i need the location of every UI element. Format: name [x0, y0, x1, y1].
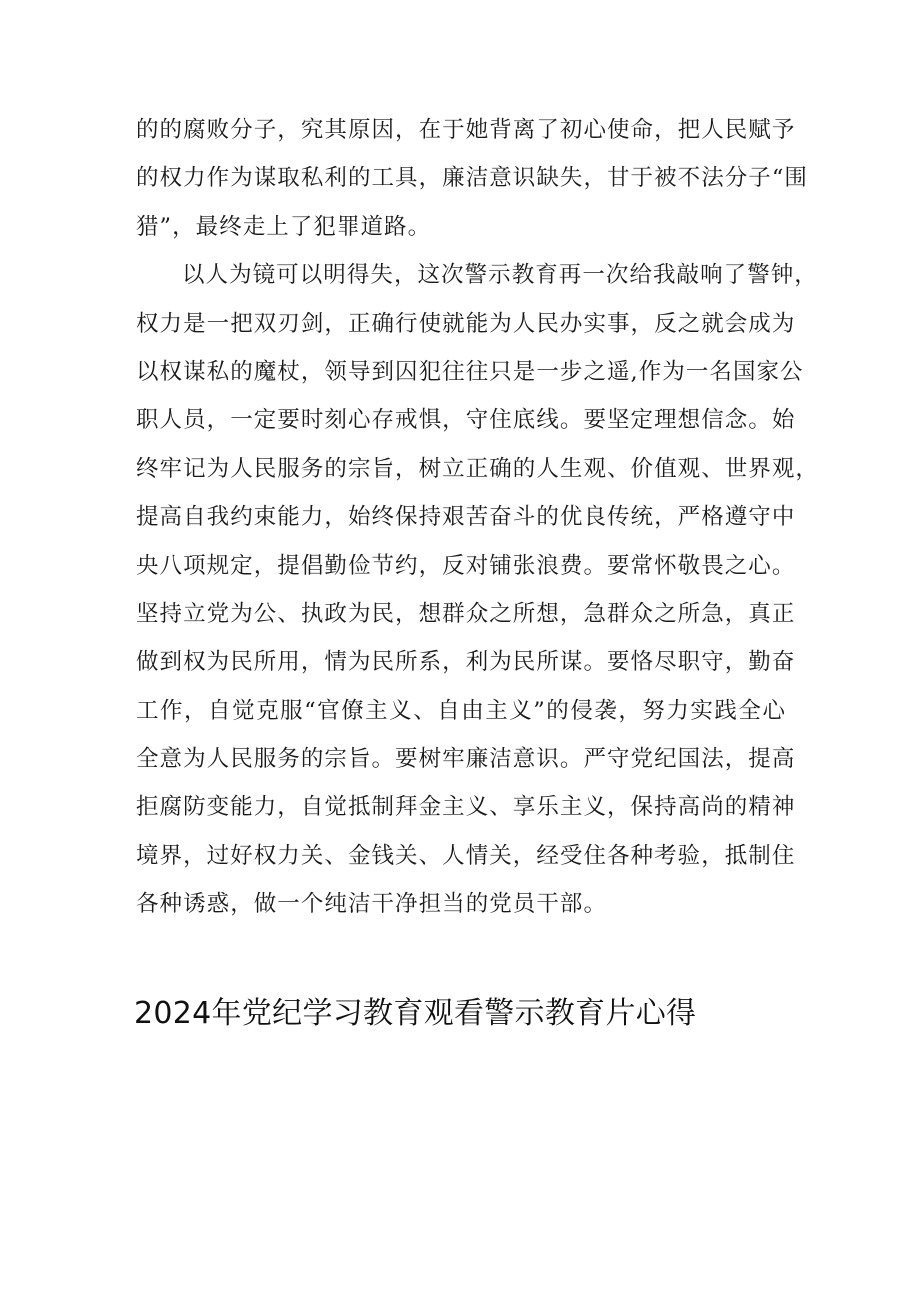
- paragraph-2-line: 权力是一把双刃剑，正确行使就能为人民办实事，反之就会成为: [136, 310, 796, 337]
- paragraph-2-line: 终牢记为人民服务的宗旨，树立正确的人生观、价值观、世界观，: [136, 455, 819, 482]
- paragraph-2-line: 全意为人民服务的宗旨。要树牢廉洁意识。严守党纪国法，提高: [136, 746, 796, 773]
- paragraph-1-line: 的的腐败分子，究其原因，在于她背离了初心使命，把人民赋予: [136, 117, 796, 143]
- paragraph-2-line: 提高自我约束能力，始终保持艰苦奋斗的优良传统，严格遵守中: [136, 504, 796, 531]
- paragraph-2-line: 工作，自觉克服“官僚主义、自由主义”的侵袭，努力实践全心: [136, 697, 786, 724]
- paragraph-2-line: 以人为镜可以明得失，这次警示教育再一次给我敲响了警钟，: [182, 262, 818, 289]
- paragraph-1-line: 猎”，最终走上了犯罪道路。: [136, 213, 432, 240]
- paragraph-2-line: 以权谋私的魔杖，领导到囚犯往往只是一步之遥,作为一名国家公: [136, 358, 804, 385]
- paragraph-2-line: 各种诱惑，做一个纯洁干净担当的党员干部。: [136, 891, 608, 918]
- paragraph-1-line: 的权力作为谋取私利的工具，廉洁意识缺失，甘于被不法分子“围: [136, 165, 808, 192]
- paragraph-2-line: 境界，过好权力关、金钱关、人情关，经受住各种考验，抵制住: [136, 842, 796, 869]
- paragraph-2-line: 坚持立党为公、执政为民，想群众之所想，急群众之所急，真正: [136, 600, 796, 627]
- paragraph-2-line: 职人员，一定要时刻心存戒惧，守住底线。要坚定理想信念。始: [136, 407, 796, 434]
- section-title: 2024年党纪学习教育观看警示教育片心得: [134, 996, 697, 1031]
- paragraph-2-line: 央八项规定，提倡勤俭节约，反对铺张浪费。要常怀敬畏之心。: [136, 552, 796, 579]
- paragraph-2-line: 拒腐防变能力，自觉抵制拜金主义、享乐主义，保持高尚的精神: [136, 794, 796, 821]
- paragraph-2-line: 做到权为民所用，情为民所系，利为民所谋。要恪尽职守，勤奋: [136, 649, 796, 676]
- body-text: [136, 106, 819, 929]
